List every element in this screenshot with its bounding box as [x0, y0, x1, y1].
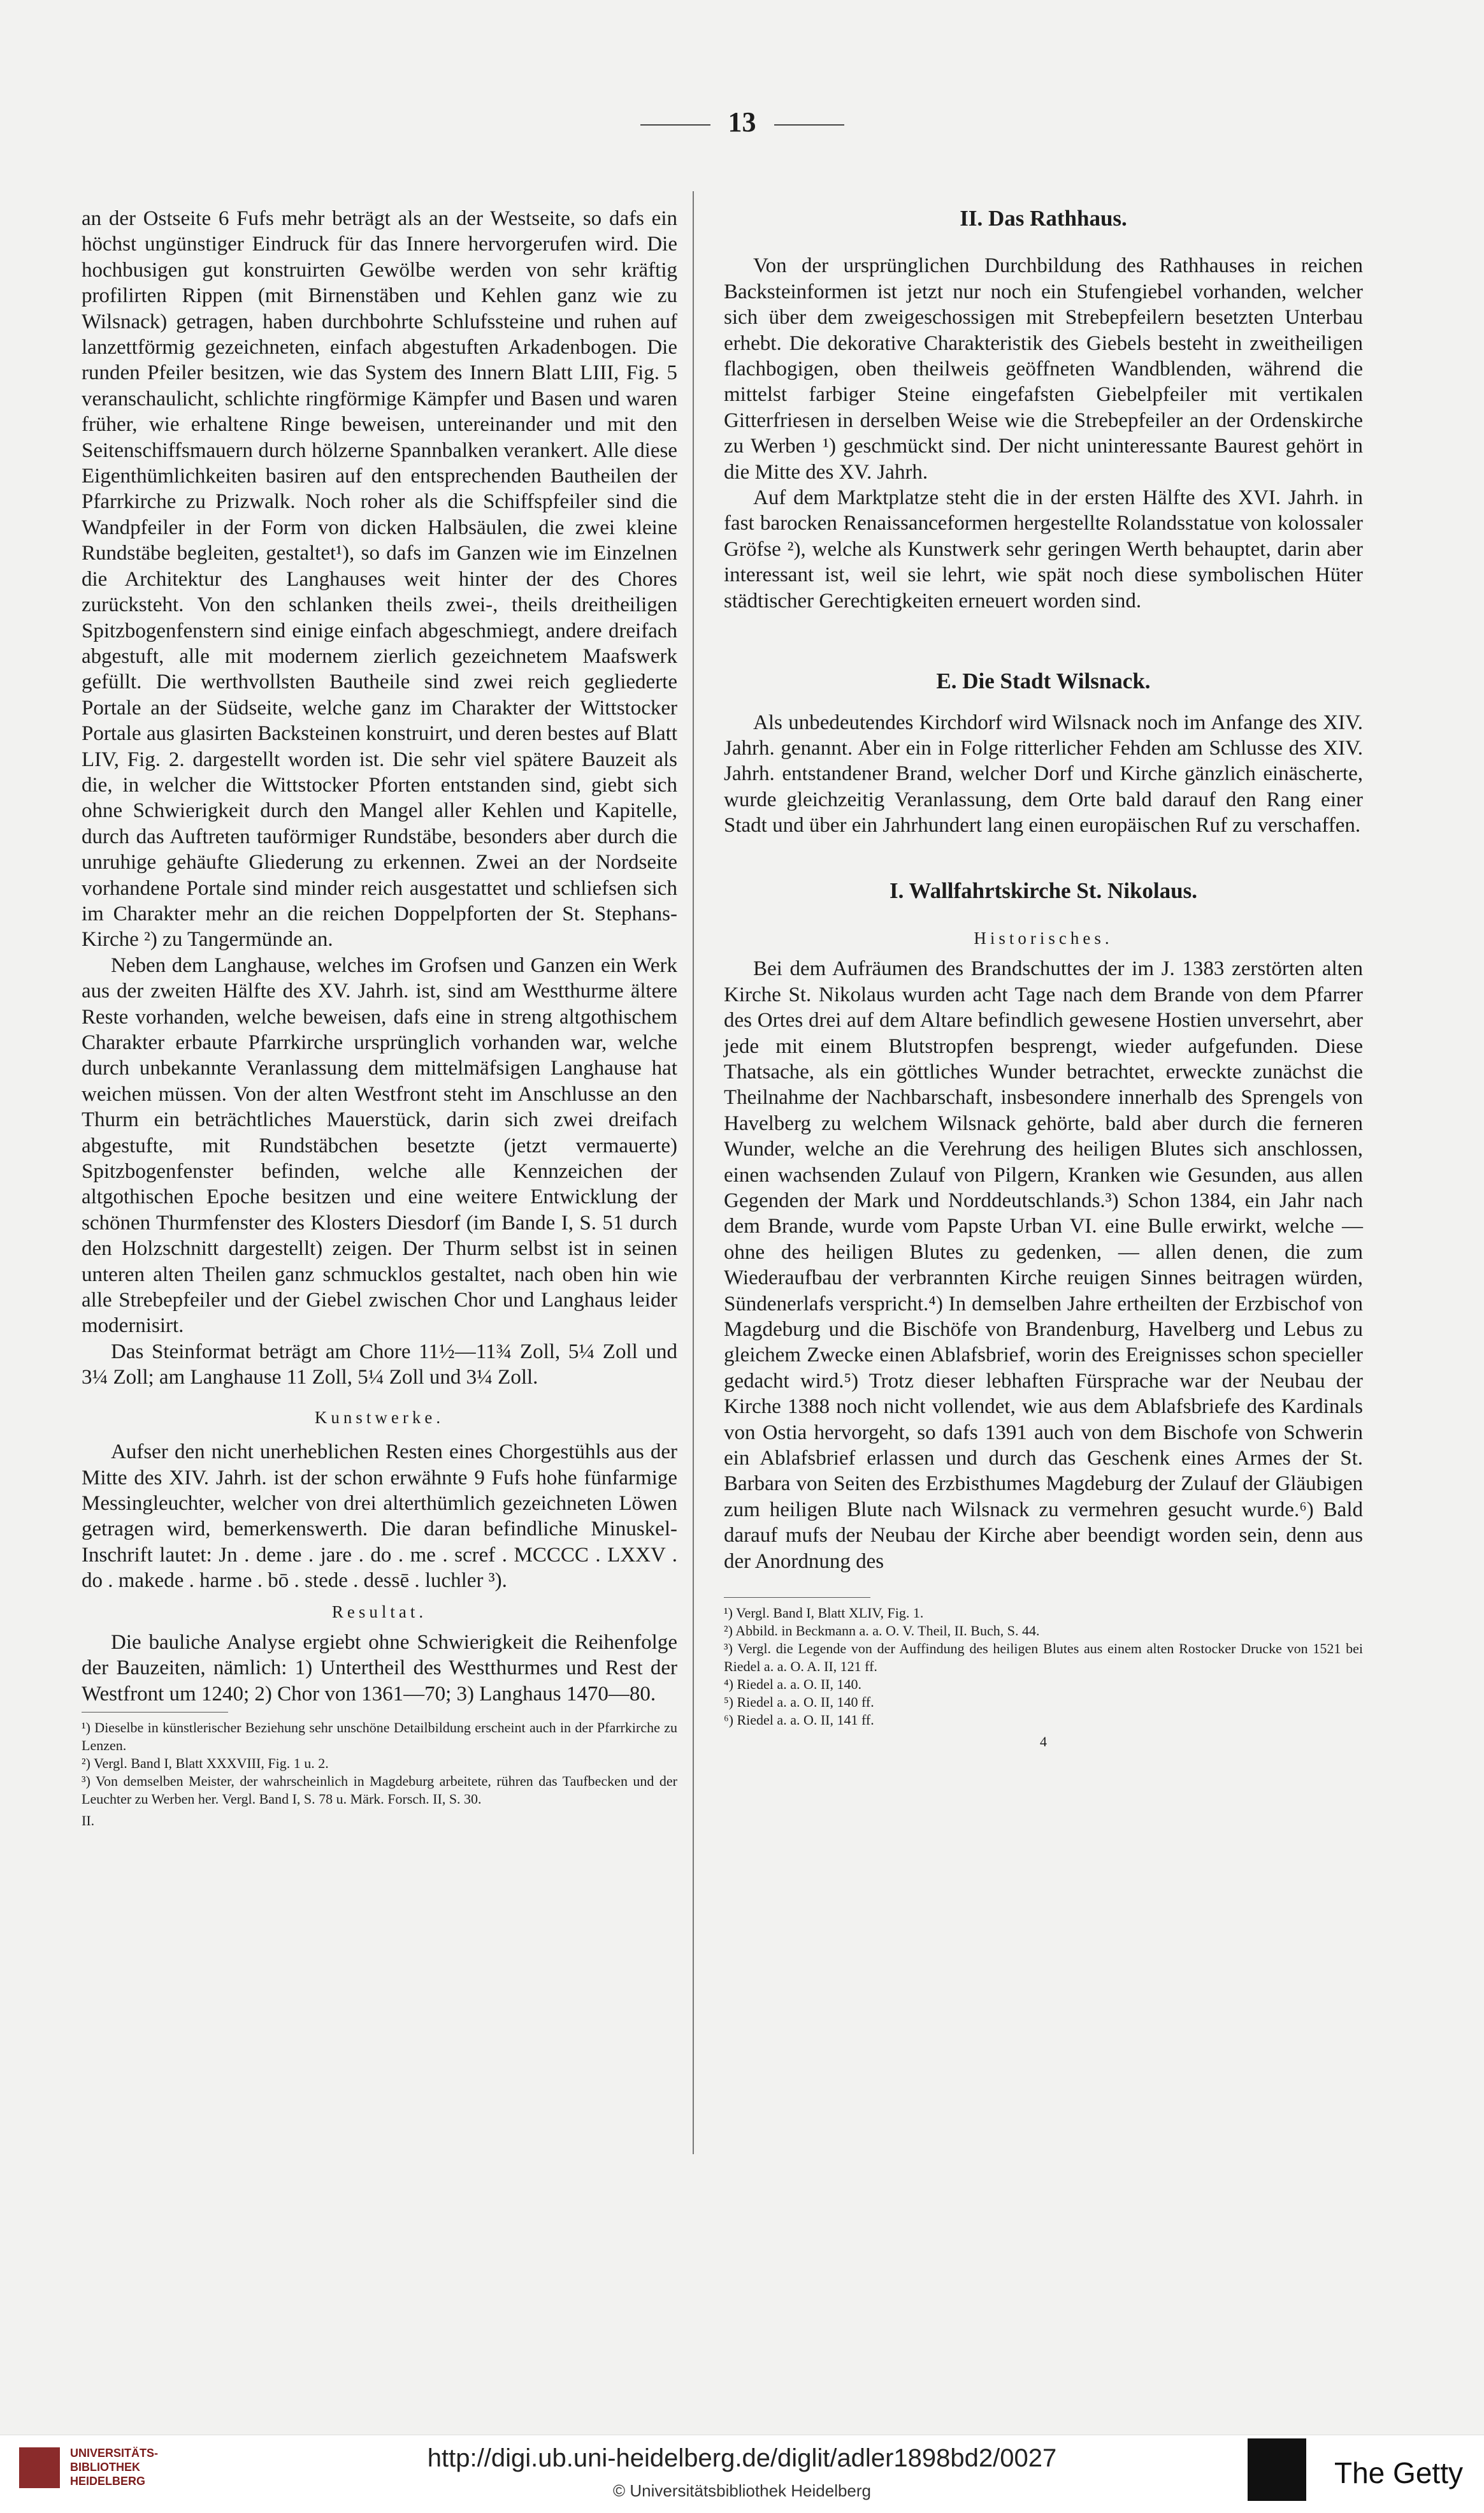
logo-line-1: UNIVERSITÄTS- — [70, 2447, 159, 2459]
wallfahrtskirche-heading: I. Wallfahrtskirche St. Nikolaus. — [890, 878, 1197, 903]
logo-line-3: HEIDELBERG — [70, 2475, 146, 2488]
rathhaus-heading: II. Das Rathhaus. — [960, 206, 1127, 231]
resultat-text: Die bauliche Analyse ergiebt ohne Schwierigkeit die Reihenfolge der Bauzeiten, nämlich: 1) Untertheil des Westthurmes und Rest der Westfront um 1240; 2) Chor von 1361—70; 3) Langhaus 1470—80. — [82, 1630, 677, 1706]
right-footnote-1: ¹) Vergl. Band I, Blatt XLIV, Fig. 1. — [724, 1605, 924, 1621]
page-number: 13 — [728, 106, 756, 138]
right-footnote-2: ²) Abbild. in Beckmann a. a. O. V. Theil, II. Buch, S. 44. — [724, 1623, 1040, 1639]
resultat-heading: Resultat. — [331, 1602, 428, 1621]
column-divider — [693, 191, 694, 2154]
left-footnote-rule — [82, 1712, 228, 1713]
left-footnote-2: ²) Vergl. Band I, Blatt XXXVIII, Fig. 1 u. 2. — [82, 1755, 329, 1772]
logo-line-2: BIBLIOTHEK — [70, 2461, 140, 2473]
left-footnotes — [82, 1719, 677, 1830]
document-url-link[interactable]: http://digi.ub.uni-heidelberg.de/diglit/adler1898bd2/0027 — [427, 2444, 1057, 2472]
historisches-text: Bei dem Aufräumen des Brandschuttes der im J. 1383 zerstörten alten Kirche St. Nikolaus wurden acht Tage nach dem Brande von dem Pfarrer des Ortes drei auf dem Altare befindlich gewesene Hostien unversehrt, aber jede mit einem Blutstropfen besprengt, wieder aufgefunden. Diese Thatsache, als ein göttliches Wunder betrachtet, erweckte zunächst die Theilnahme der Nachbarschaft, insbesondere innerhalb des Sprengels von Havelberg zu welchem Wilsnack gehörte, bald aber durch die ferneren Wunder, welche an die Verehrung des heiligen Blutes sich anschlossen, einen wachsenden Zulauf von Pilgern, Kranken wie Gesunden, aus allen Gegenden der Mark und Norddeutschlands.³) Schon 1384, ein Jahr nach dem Brande, wurde vom Papste Urban VI. eine Bulle erwirkt, welche — ohne des heiligen Blutes zu gedenken, — allen denen, die zum Wiederaufbau der verbrannten Kirche reuigen Sinnes beitragen würden, Sündenerlafs verspricht.⁴) In demselben Jahre ertheilten der Erzbischof von Magdeburg und die Bischöfe von Brandenburg, Havelberg und Lebus zu gleichem Zwecke einen Ablafsbrief, worin des Ereignisses schon specieller gedacht wird.⁵) Trotz dieser lebhaften Fürsprache war der Neubau der Kirche 1388 noch nicht vollendet, wie aus dem Ablafsbriefe des Kardinals von Ostia hervorgeht, so dafs 1391 auch von dem Bischofe von Schwerin ein Ablafsbrief erlassen und durch das Geschenk eines Armes der St. Barbara von Seiten des Erzbisthumes Magdeburg der Zulauf der Gläubigen zum heiligen Blute nach Wilsnack zu vermehren gesucht wurde.⁶) Bald darauf mufs der Neubau der Kirche aber beendigt worden sein, denn aus der Anordnung des — [724, 957, 1363, 1573]
right-footnote-rule — [724, 1597, 870, 1598]
left-footnote-3: ³) Von demselben Meister, der wahrscheinlich in Magdeburg arbeitete, rühren das Taufbecken und der Leuchter zu Werben her. Vergl. Band I, S. 78 u. Märk. Forsch. II, S. 30. — [82, 1773, 677, 1807]
historisches-heading: Historisches. — [974, 928, 1113, 948]
wilsnack-heading: E. Die Stadt Wilsnack. — [936, 669, 1151, 694]
getty-logo-icon — [1248, 2438, 1306, 2501]
left-paragraph-1: an der Ostseite 6 Fufs mehr beträgt als an der Westseite, so dafs ein höchst ungünstiger Eindruck für das Innere hervorgerufen wird. Die hochbusigen gut konstruirten Gewölbe werden von sehr kräftig profilirten Rippen (mit Birnenstäben und Kehlen ganz wie zu Wilsnack) getragen, haben durchbohrte Schlufssteine und ruhen auf lanzettförmig gezeichneten, einfach abgestuften Arkadenbogen. Die runden Pfeiler besitzen, wie das System des Innern Blatt LIII, Fig. 5 veranschaulicht, schlichte ringförmige Kämpfer und Basen und waren früher, wie erhaltene Ringe beweisen, untereinander und mit den Seitenschiffsmauern durch hölzerne Spannbalken verankert. Alle diese Eigenthümlichkeiten basiren auf den entsprechenden Bautheilen der Pfarrkirche zu Prizwalk. Noch roher als die Schiffspfeiler sind die Wandpfeiler in der Form von dicken Halbsäulen, die zwei kleine Rundstäbe begleiten, gestaltet¹), so dafs im Ganzen wie im Einzelnen die Architektur des Langhauses weit hinter der des Chores zurücksteht. Von den schlanken theils zwei-, theils dreitheiligen Spitzbogenfenstern sind einige einfach abgeschmiegt, andere dreifach abgestuft, alle mit modernem zierlich gezeichnetem Maafswerk gefüllt. Die werthvollsten Bautheile sind zwei reich gegliederte Portale an der Südseite, welche ganz im Charakter der Wittstocker Portale aus glasirten Backsteinen konstruirt, und deren bestes auf Blatt LIV, Fig. 2. dargestellt worden ist. Die sehr viel spätere Bauzeit als die, in welcher die Wittstocker Pforten entstanden sind, giebt sich ohne Schwierigkeit durch den Mangel aller Kehlen und Kapitelle, durch das Auftreten tauförmiger Rundstäbe, besonders aber durch die unruhige gehäufte Gliederung zu erkennen. Zwei an der Nordseite vorhandene Portale sind minder reich ausgestattet und schliefsen sich im Charakter mehr an die reichen Doppelpforten der St. Stephans-Kirche ²) zu Tangermünde an. — [82, 207, 677, 952]
right-column — [724, 206, 1363, 1751]
header-rule-right — [774, 124, 844, 126]
header-rule-left — [640, 124, 710, 126]
right-footnote-5: ⁵) Riedel a. a. O. II, 140 ff. — [724, 1694, 874, 1711]
partner-name: The Getty — [1334, 2456, 1463, 2489]
right-footnote-4: ⁴) Riedel a. a. O. II, 140. — [724, 1676, 861, 1693]
rathhaus-paragraph-2: Auf dem Marktplatze steht die in der ersten Hälfte des XVI. Jahrh. in fast barocken Renaissanceformen hergestellte Rolandsstatue von kolossaler Gröfse ²), welche als Kunstwerk sehr geringen Werth behauptet, darin aber interessant ist, weil sie lehrt, wie spät noch diese symbolischen Hüter städtischer Gerechtigkeiten erneuert worden sind. — [724, 486, 1363, 612]
left-paragraph-2: Neben dem Langhause, welches im Grofsen und Ganzen ein Werk aus der zweiten Hälfte des XV. Jahrh. ist, sind am Westthurme ältere Reste vorhanden, welche beweisen, dafs eine in streng altgothischem Charakter erbaute Pfarrkirche ursprünglich vorhanden war, welche durch unbekannte Veranlassung dem mittelmäfsigen Langhause hat weichen müssen. Von der alten Westfront steht im Anschlusse an den Thurm ein beträchtliches Mauerstück, darin sich zwei dreifach abgestufte, mit Rundstäbchen besetzte (jetzt vermauerte) Spitzbogenfenster befinden, welche alle Kennzeichen der altgothischen Epoche besitzen und eine weitere Entwicklung der schönen Thurmfenster des Klosters Diesdorf (im Bande I, S. 51 durch den Holzschnitt dargestellt) zeigen. Der Thurm selbst ist in seinen unteren alten Theilen ganz schmucklos gestaltet, nach oben hin wie alle Strebepfeiler und der Giebel zwischen Chor und Langhaus leider modernisirt. — [82, 953, 677, 1338]
kunstwerke-heading: Kunstwerke. — [314, 1407, 445, 1427]
wilsnack-text: Als unbedeutendes Kirchdorf wird Wilsnack noch im Anfange des XIV. Jahrh. genannt. Aber ein in Folge ritterlicher Fehden am Schlusse des XIV. Jahrh. entstandener Brand, welcher Dorf und Kirche gänzlich einäscherte, wurde gleichzeitig Veranlassung, dem Orte bald darauf den Rang einer Stadt und über ein Jahrhundert lang einen europäischen Ruf zu verschaffen. — [724, 711, 1363, 837]
rathhaus-paragraph-1: Von der ursprünglichen Durchbildung des Rathhauses in reichen Backsteinformen ist jetzt nur noch ein Stufengiebel vorhanden, welcher sich über dem zweigeschossigen mit Strebepfeilern besetzten Unterbau erhebt. Die dekorative Charakteristik des Giebels besteht in zweitheiligen flachbogigen, oben theilweis geöffneten Wandblenden, während die mittelst farbiger Steine eingefafsten Giebelpfeiler mit vertikalen Gitterfriesen in derselben Weise wie die Strebepfeiler an der Ordenskirche zu Werben ¹) geschmückt sind. Der nicht uninteressante Baurest gehört in die Mitte des XV. Jahrh. — [724, 254, 1363, 484]
left-footnote-1: ¹) Dieselbe in künstlerischer Beziehung sehr unschöne Detailbildung erscheint auch in der Pfarrkirche zu Lenzen. — [82, 1720, 677, 1754]
page-number-header — [0, 106, 1484, 138]
left-signature: II. — [82, 1813, 95, 1829]
left-paragraph-3: Das Steinformat beträgt am Chore 11½—11¾ Zoll, 5¼ Zoll und 3¼ Zoll; am Langhause 11 Zoll, 5¼ Zoll und 3¼ Zoll. — [82, 1340, 677, 1389]
right-footnotes — [724, 1604, 1363, 1751]
right-footnote-6: ⁶) Riedel a. a. O. II, 141 ff. — [724, 1712, 874, 1728]
copyright-notice: © Universitätsbibliothek Heidelberg — [612, 2481, 872, 2500]
right-signature: 4 — [1040, 1734, 1047, 1750]
right-footnote-3: ³) Vergl. die Legende von der Auffindung des heiligen Blutes aus einem alten Rostocker Drucke von 1521 bei Riedel a. a. O. A. II, 121 ff. — [724, 1640, 1363, 1675]
left-column — [82, 206, 677, 1830]
kunstwerke-text: Aufser den nicht unerheblichen Resten eines Chorgestühls aus der Mitte des XIV. Jahrh. ist der schon erwähnte 9 Fufs hohe fünfarmige Messingleuchter, welcher von drei alterthümlich gezeichneten Löwen getragen wird, bemerkenswerth. Die daran befindliche Minuskel-Inschrift lautet: Jn . deme . jare . do . me . scref . MCCCC . LXXV . do . makede . harme . bō . stede . dessē . luchler ³). — [82, 1440, 677, 1593]
